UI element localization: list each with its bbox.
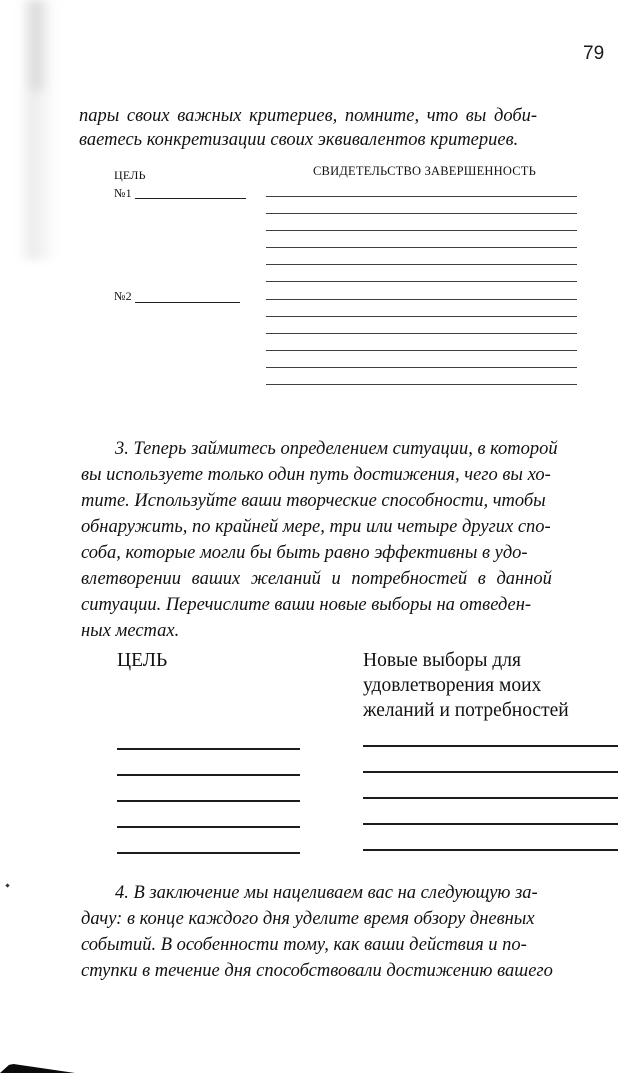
text-line: 4. В заключение мы нацеливаем вас на следующую за- xyxy=(115,883,538,903)
text-line: пары своих важных критериев, помните, что вы доби- xyxy=(79,106,538,126)
goal-blank-line[interactable] xyxy=(117,852,300,854)
scan-shadow xyxy=(30,0,44,90)
goal-blank-line[interactable] xyxy=(117,774,300,776)
evidence-blank-line[interactable] xyxy=(266,213,577,214)
evidence-blank-line[interactable] xyxy=(266,299,577,300)
goal-column-header: ЦЕЛЬ xyxy=(117,650,168,671)
text-line: 3. Теперь займитесь определением ситуации, в которой xyxy=(115,439,558,459)
choice-blank-line[interactable] xyxy=(363,745,618,747)
evidence-blank-line[interactable] xyxy=(266,333,577,334)
page-number: 79 xyxy=(583,43,605,64)
text-line: дачу: в конце каждого дня уделите время обзору дневных xyxy=(81,909,535,929)
instruction-paragraph-3 xyxy=(81,436,617,644)
evidence-blank-line[interactable] xyxy=(266,247,577,248)
text-line: ситуации. Перечислите ваши новые выборы на отведен- xyxy=(81,595,532,615)
text-line: обнаружить, по крайней мере, три или четыре других спо- xyxy=(81,517,551,537)
evidence-column-header: СВИДЕТЕЛЬСТВО ЗАВЕРШЕННОСТЬ xyxy=(313,164,537,178)
header-line: желаний и потребностей xyxy=(363,700,569,721)
goal-blank-line[interactable] xyxy=(117,748,300,750)
goal-1-blank[interactable] xyxy=(135,198,246,199)
choice-blank-line[interactable] xyxy=(363,849,618,851)
choices-column-header xyxy=(363,648,569,723)
goal-blank-line[interactable] xyxy=(117,826,300,828)
goal-2-blank[interactable] xyxy=(135,302,240,303)
header-line: Новые выборы для xyxy=(363,650,521,671)
text-line: ступки в течение дня способствовали достижению вашего xyxy=(81,961,553,981)
scan-edge-artifact xyxy=(0,1064,75,1073)
evidence-blank-line[interactable] xyxy=(266,281,577,282)
goal-column-header: ЦЕЛЬ xyxy=(114,168,146,182)
choice-blank-line[interactable] xyxy=(363,771,618,773)
goal-2-label: №2 xyxy=(114,289,132,303)
paragraph-continuation xyxy=(79,104,613,152)
evidence-blank-line[interactable] xyxy=(266,384,577,385)
scan-speck xyxy=(5,883,9,887)
text-line: соба, которые могли бы быть равно эффективны в удо- xyxy=(81,543,528,563)
evidence-blank-line[interactable] xyxy=(266,196,577,197)
text-line: вы используете только один путь достижения, чего вы хо- xyxy=(81,465,551,485)
instruction-paragraph-4 xyxy=(81,880,617,984)
text-line: ваетесь конкретизации своих эквивалентов критериев. xyxy=(79,130,519,150)
evidence-blank-line[interactable] xyxy=(266,350,577,351)
choice-blank-line[interactable] xyxy=(363,823,618,825)
text-line: влетворении ваших желаний и потребностей в данной xyxy=(81,569,552,589)
text-line: ных местах. xyxy=(81,621,180,641)
header-line: удовлетворения моих xyxy=(363,675,542,696)
text-line: тите. Используйте ваши творческие способности, чтобы xyxy=(81,491,546,511)
evidence-blank-line[interactable] xyxy=(266,367,577,368)
choice-blank-line[interactable] xyxy=(363,797,618,799)
evidence-blank-line[interactable] xyxy=(266,316,577,317)
goal-blank-line[interactable] xyxy=(117,800,300,802)
evidence-blank-line[interactable] xyxy=(266,264,577,265)
evidence-blank-line[interactable] xyxy=(266,230,577,231)
goal-1-label: №1 xyxy=(114,186,132,200)
text-line: событий. В особенности тому, как ваши действия и по- xyxy=(81,935,527,955)
